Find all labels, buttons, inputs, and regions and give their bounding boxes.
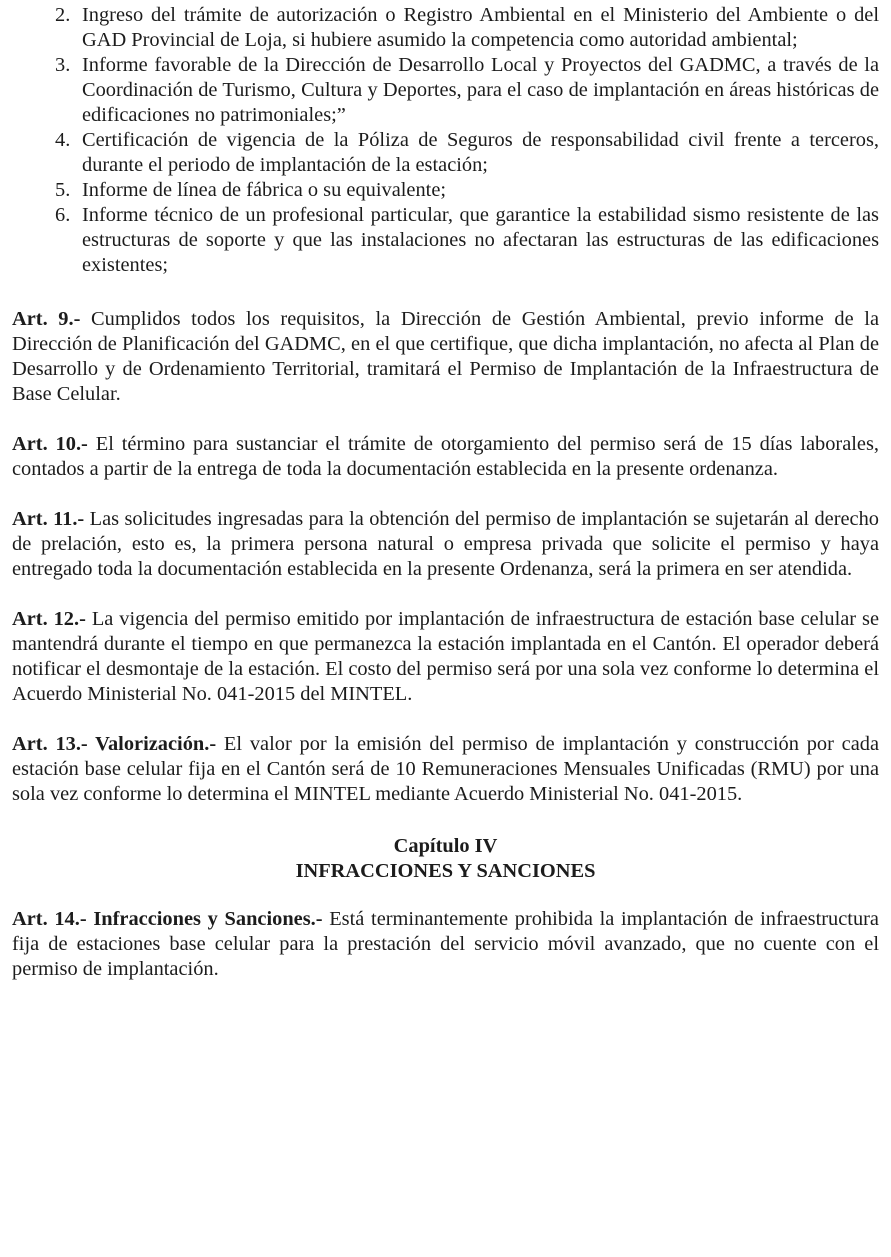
article-10 [12, 432, 879, 482]
article-body: El término para sustanciar el trámite de otorgamiento del permiso será de 15 días laborales, contados a partir de la entrega de toda la documentación establecida en la presente ordenanza. [12, 433, 880, 480]
list-item-number: 5. [55, 179, 71, 201]
article-heading: Art. 14.- Infracciones y Sanciones.- [12, 908, 323, 930]
article-body: La vigencia del permiso emitido por implantación de infraestructura de estación base celular se mantendrá durante el tiempo en que permanezca la estación implantada en el Cantón. El operador deberá notificar el desmontaje de la estación. El costo del permiso será por una sola vez conforme lo determina el Acuerdo Ministerial No. 041-2015 del MINTEL. [12, 608, 879, 705]
chapter-number: Capítulo IV [393, 835, 498, 857]
list-item-text: Certificación de vigencia de la Póliza de Seguros de responsabilidad civil frente a terceros, durante el periodo de implantación de la estación; [82, 129, 879, 176]
list-item-number: 3. [55, 54, 71, 76]
article-12 [12, 607, 879, 707]
list-item [12, 3, 879, 53]
list-item [12, 53, 879, 128]
chapter-heading [12, 834, 879, 884]
article-body: Las solicitudes ingresadas para la obtención del permiso de implantación se sujetarán al derecho de prelación, esto es, la primera persona natural o empresa privada que solicite el permiso y haya entregado toda la documentación establecida en la presente Ordenanza, será la primera en ser atendida. [12, 508, 879, 580]
list-item [12, 128, 879, 178]
list-item [12, 203, 879, 278]
list-item-number: 4. [55, 129, 71, 151]
article-heading: Art. 10.- [12, 433, 88, 455]
article-11 [12, 507, 879, 582]
article-body: Está terminantemente prohibida la implantación de infraestructura fija de estaciones base celular para la prestación del servicio móvil avanzado, que no cuente con el permiso de implantación. [12, 908, 879, 980]
list-item-number: 2. [55, 4, 71, 26]
article-body: El valor por la emisión del permiso de implantación y construcción por cada estación base celular fija en el Cantón será de 10 Remuneraciones Mensuales Unificadas (RMU) por una sola vez conforme lo determina el MINTEL mediante Acuerdo Ministerial No. 041-2015. [12, 733, 879, 805]
article-9 [12, 307, 879, 407]
list-item [12, 178, 879, 203]
article-heading: Art. 9.- [12, 308, 81, 330]
article-body: Cumplidos todos los requisitos, la Dirección de Gestión Ambiental, previo informe de la Dirección de Planificación del GADMC, en el que certifique, que dicha implantación, no afecta al Plan de Desarrollo y de Ordenamiento Territorial, tramitará el Permiso de Implantación de la Infraestructura de Base Celular. [12, 308, 879, 405]
article-13 [12, 732, 879, 807]
list-item-text: Informe de línea de fábrica o su equivalente; [82, 179, 447, 201]
chapter-title: INFRACCIONES Y SANCIONES [295, 860, 596, 882]
article-heading: Art. 13.- Valorización.- [12, 733, 217, 755]
article-heading: Art. 12.- [12, 608, 86, 630]
list-item-text: Informe técnico de un profesional particular, que garantice la estabilidad sismo resistente de las estructuras de soporte y que las instalaciones no afectaran las estructuras de las edificaciones existentes; [82, 204, 879, 276]
list-item-text: Informe favorable de la Dirección de Desarrollo Local y Proyectos del GADMC, a través de la Coordinación de Turismo, Cultura y Deportes, para el caso de implantación en áreas históricas de edificaciones no patrimoniales;” [82, 54, 879, 126]
requirements-list [12, 3, 879, 278]
list-item-text: Ingreso del trámite de autorización o Registro Ambiental en el Ministerio del Ambiente o del GAD Provincial de Loja, si hubiere asumido la competencia como autoridad ambiental; [82, 4, 879, 51]
article-heading: Art. 11.- [12, 508, 85, 530]
list-item-number: 6. [55, 204, 71, 226]
article-14 [12, 907, 879, 982]
